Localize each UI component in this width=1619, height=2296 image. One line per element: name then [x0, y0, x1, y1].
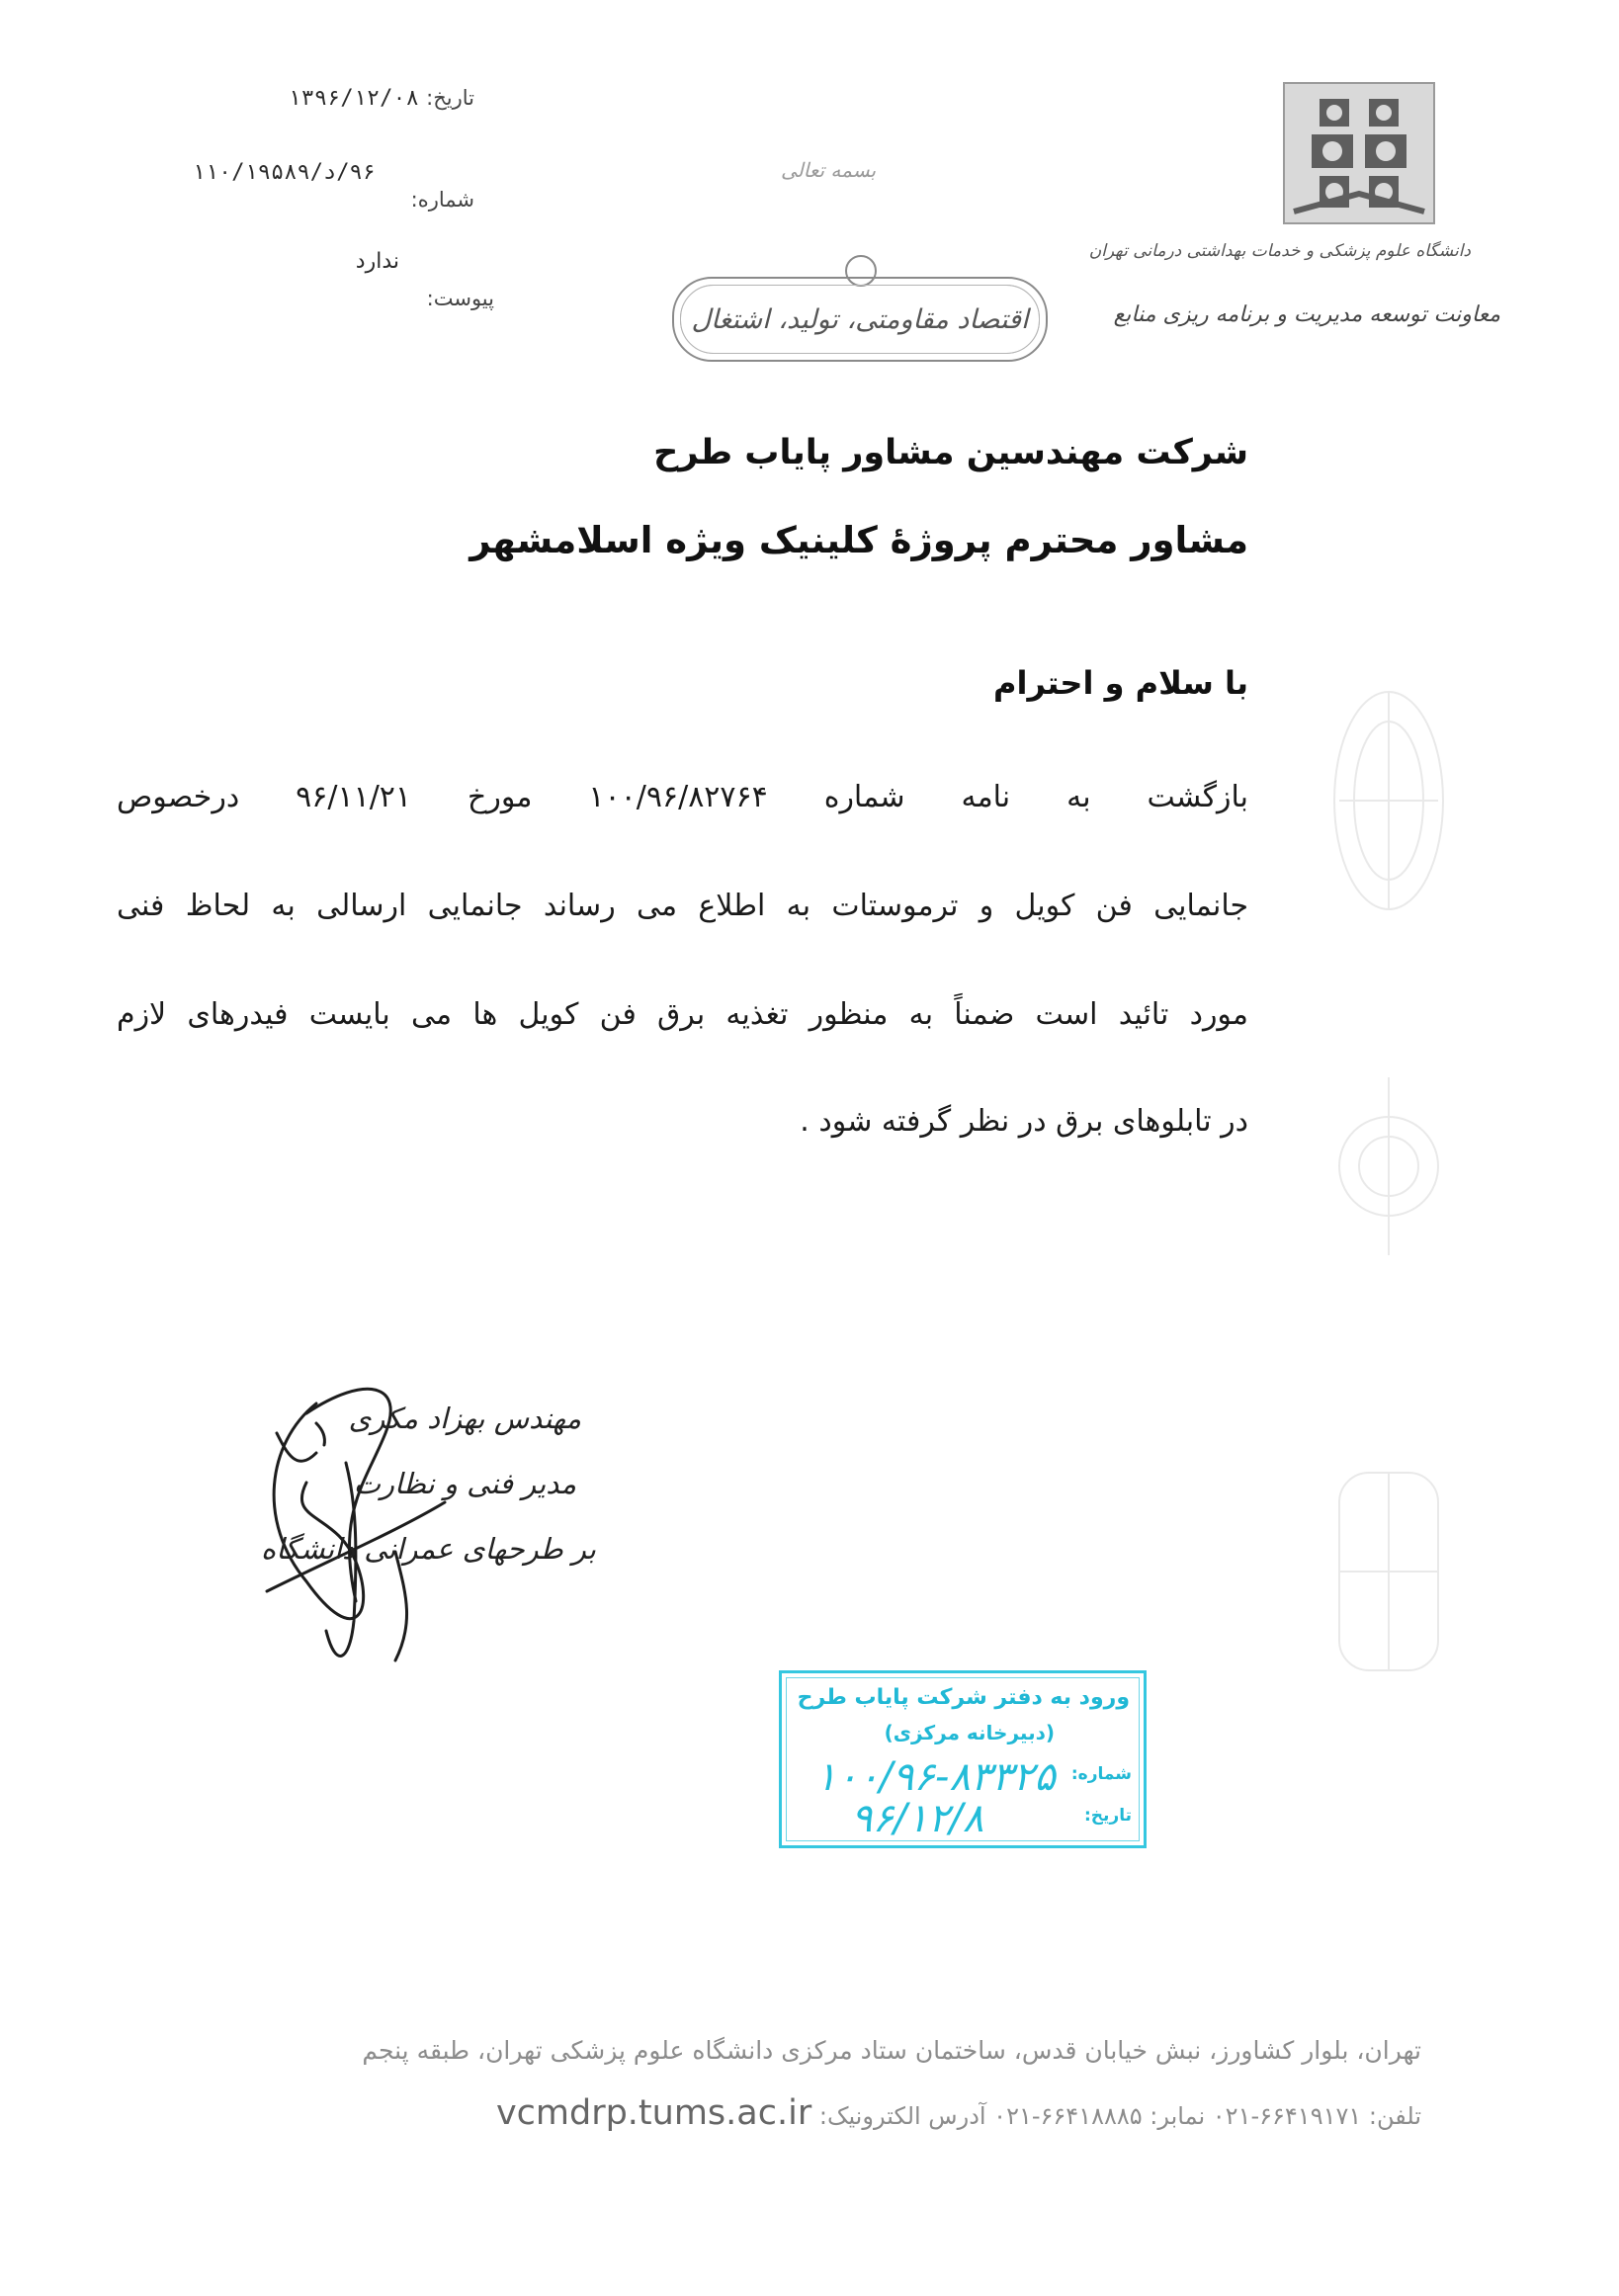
recipient-company: شرکت مهندسین مشاور پایاب طرح [653, 433, 1248, 472]
stamp-number-value: ۱۰۰/۹۶-۸۳۳۲۵ [815, 1754, 1056, 1800]
basmala: بسمه تعالی [781, 158, 877, 182]
body-line: در تابلوهای برق در نظر گرفته شود . [800, 1104, 1248, 1139]
greeting: با سلام و احترام [993, 664, 1248, 702]
number-value: ۹۶/د/۱۱۰/۱۹۵۸۹ [192, 160, 376, 185]
stamp-title: ورود به دفتر شرکت پایاب طرح [797, 1685, 1130, 1710]
recipient-title: مشاور محترم پروژۀ کلینیک ویژه اسلامشهر [469, 519, 1248, 561]
vice-chancellery-name: معاونت توسعه مدیریت و برنامه ریزی منابع [1113, 302, 1500, 327]
watermark-ornament-icon [1324, 1443, 1453, 1700]
footer-contact [496, 2093, 1421, 2133]
watermark-ornament-icon [1324, 1048, 1453, 1285]
signer-title: مدیر فنی و نظارت [353, 1467, 576, 1500]
body-line: مورد تائید است ضمناً به منظور تغذیه برق فن کویل ها می بایست فیدرهای لازم [117, 997, 1248, 1032]
university-name: دانشگاه علوم پزشکی و خدمات بهداشتی درمانی تهران [1088, 241, 1471, 261]
number-label: شماره: [410, 188, 474, 212]
slogan-text: اقتصاد مقاومتی، تولید، اشتغال [691, 303, 1029, 335]
footer-contact-text: تلفن: ۶۶۴۱۹۱۷۱-۰۲۱ نمابر: ۶۶۴۱۸۸۸۵-۰۲۱ آدرس الکترونیک: [818, 2102, 1421, 2130]
receipt-stamp [779, 1670, 1147, 1848]
university-logo-icon [1280, 79, 1438, 227]
attachment-label: پیوست: [426, 287, 494, 310]
body-line: جانمایی فن کویل و ترموستات به اطلاع می رساند جانمایی ارسالی به لحاظ فنی [117, 889, 1248, 923]
date-label: تاریخ: [426, 86, 474, 110]
stamp-date-value: ۹۶/۱۲/۸ [851, 1796, 984, 1841]
letter-date [227, 85, 474, 111]
signer-name: مهندس بهزاد مکری [348, 1402, 581, 1435]
footer-website-link[interactable]: vcmdrp.tums.ac.ir [495, 2093, 812, 2133]
slogan-cartouche [672, 277, 1048, 362]
footer-address: تهران، بلوار کشاورز، نبش خیابان قدس، ساختمان ستاد مرکزی دانشگاه علوم پزشکی تهران، طبقه پنجم [362, 2036, 1421, 2065]
watermark-ornament-icon [1324, 672, 1453, 929]
signer-organization: بر طرحهای عمرانی دانشگاه [261, 1532, 596, 1566]
stamp-subtitle: (دبیرخانه مرکزی) [884, 1721, 1055, 1744]
date-value: ۱۳۹۶/۱۲/۰۸ [288, 86, 419, 111]
attachment-value: ندارد [355, 249, 399, 274]
stamp-date-label: تاریخ: [1084, 1806, 1132, 1826]
body-line: بازگشت به نامه شماره ۱۰۰/۹۶/۸۲۷۶۴ مورخ ۹۶/۱۱/۲۱ درخصوص [117, 780, 1248, 814]
stamp-number-label: شماره: [1070, 1764, 1132, 1784]
